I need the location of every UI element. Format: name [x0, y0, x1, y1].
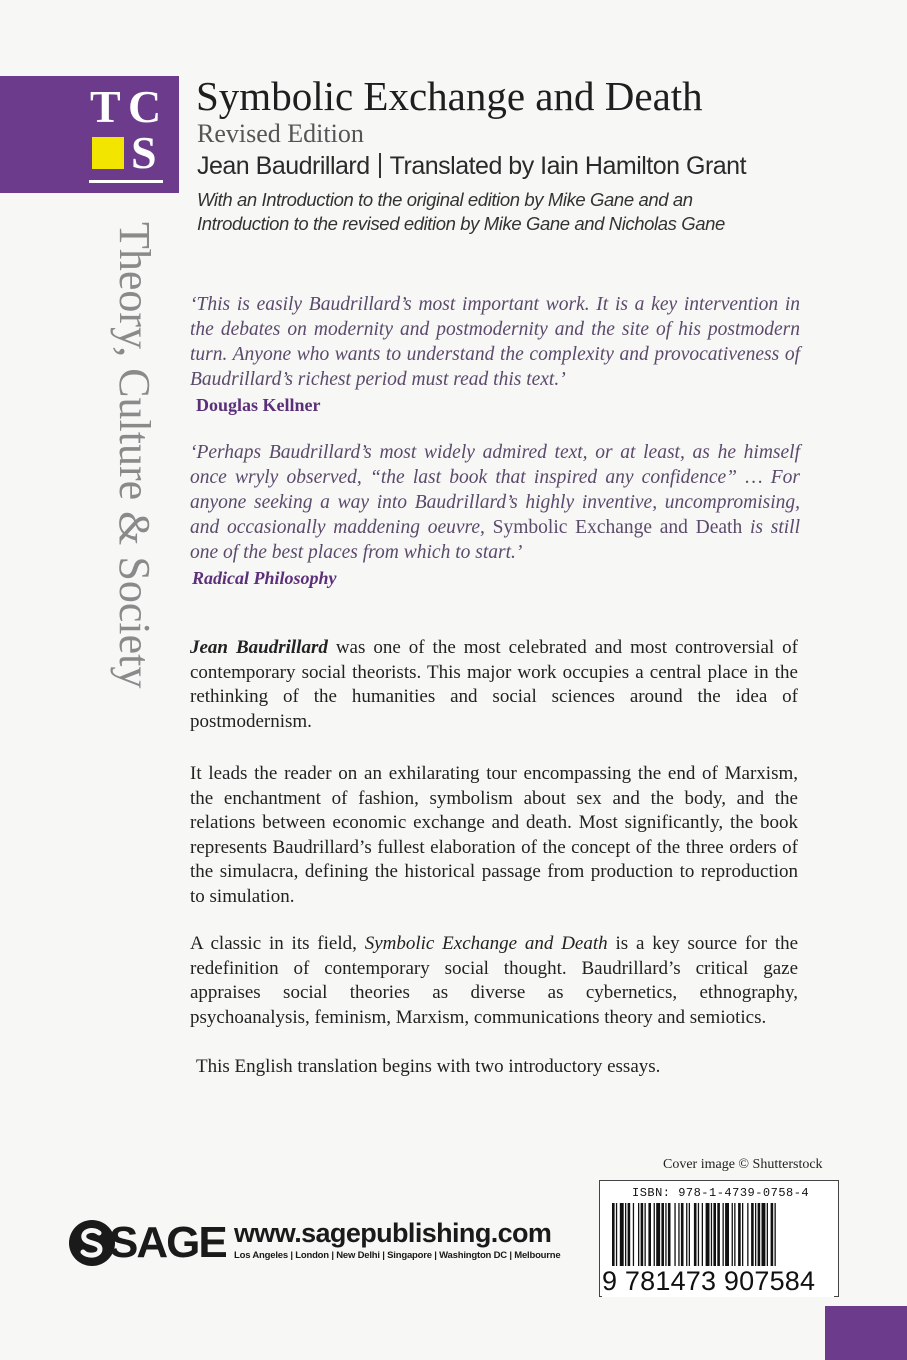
- description-paragraph-1: [190, 636, 798, 734]
- barcode-bar: [762, 1203, 766, 1275]
- quote-source-kellner: Douglas Kellner: [196, 395, 321, 415]
- quote-source-radical-philosophy: Radical Philosophy: [192, 568, 337, 588]
- barcode-bar: [674, 1203, 675, 1275]
- barcode-bar: [661, 1203, 664, 1275]
- author-name: Jean Baudrillard: [197, 152, 370, 180]
- description-paragraph-4: This English translation begins with two introductory essays.: [196, 1056, 661, 1077]
- barcode-bar: [689, 1203, 690, 1275]
- quote2-text-after: is still one of the best places from which to start.’: [190, 517, 800, 563]
- description-paragraph-2: It leads the reader on an exhilarating tour encompassing the end of Marxism, the enchantment of fashion, symbolism about sex and the body, and the relations between economic exchange and death. Most significantly, the book represents Baudrillard’s fullest elaboration of the concept of the three orders of the simulacra, defining the historical passage from production to reproduction to simulation.: [190, 763, 798, 907]
- barcode-bar: [767, 1203, 768, 1275]
- barcode-bar: [654, 1203, 655, 1275]
- barcode-bar: [620, 1203, 624, 1275]
- barcode-bar: [678, 1203, 679, 1275]
- paragraph-3-before: A classic in its field,: [190, 933, 357, 954]
- barcode-bar: [711, 1203, 712, 1275]
- barcode-bar: [751, 1203, 754, 1275]
- series-name-vertical: [112, 222, 160, 767]
- publisher-url[interactable]: www.sagepublishing.com: [234, 1218, 552, 1248]
- logo-rule: [89, 180, 163, 183]
- edition-label: Revised Edition: [197, 119, 364, 148]
- barcode-bar: [698, 1203, 699, 1275]
- barcode-bar: [612, 1203, 615, 1275]
- barcode-bar: [686, 1203, 687, 1275]
- ean-digits: 9 781473 907584: [602, 1266, 834, 1297]
- barcode-bar: [758, 1203, 761, 1275]
- review-quote-radical-philosophy: [190, 440, 800, 565]
- author-name-bold: Jean Baudrillard: [190, 637, 328, 658]
- barcode-bar: [648, 1203, 651, 1275]
- barcode-bar: [723, 1203, 724, 1275]
- barcode-bar: [732, 1203, 733, 1275]
- logo-yellow-square: [92, 137, 124, 169]
- barcode-bar: [616, 1203, 617, 1275]
- author-separator: [379, 153, 381, 178]
- barcode-bar: [747, 1203, 748, 1275]
- barcode-bar: [628, 1203, 631, 1275]
- introduction-credits: [197, 188, 807, 236]
- intro-line: Introduction to the revised edition by Mike Gane and Nicholas Gane: [197, 213, 725, 234]
- publisher-name: SAGE: [109, 1218, 226, 1267]
- barcode-bar: [633, 1203, 634, 1275]
- barcode-bar: [725, 1203, 729, 1275]
- intro-line: With an Introduction to the original edition by Mike Gane and an: [197, 189, 693, 210]
- barcode-bar: [625, 1203, 626, 1275]
- barcode-bar: [713, 1203, 716, 1275]
- barcode-bar: [645, 1203, 646, 1275]
- tcs-logo: [0, 76, 179, 193]
- quote2-text-before: ‘Perhaps Baudrillard’s most widely admired text, or at least, as he himself once wryly observed, “the last book that inspired any confidence” … For anyone seeking a way into Baudrillard’s highly inventive, uncompromising, and occasionally maddening oeuvre,: [190, 442, 800, 538]
- paragraph-3-after: is a key source for the redefinition of contemporary social thought. Baudrillard’s critical gaze appraises social theories as diverse as cybernetics, ethnography, psychoanalysis, feminism, Marxism, communications theory and semiotics.: [190, 933, 799, 1028]
- barcode-bar: [668, 1203, 671, 1275]
- isbn-number: ISBN: 978-1-4739-0758-4: [632, 1186, 810, 1200]
- barcode-bar: [771, 1203, 774, 1275]
- description-paragraph-3: [190, 932, 798, 1030]
- book-title: Symbolic Exchange and Death: [196, 73, 703, 119]
- logo-letter-s: S: [131, 127, 157, 178]
- barcode-bar: [706, 1203, 710, 1275]
- barcode-bar: [694, 1203, 697, 1275]
- barcode-bars: [612, 1203, 827, 1275]
- barcode-bar: [738, 1203, 741, 1275]
- barcode-bar: [717, 1203, 720, 1275]
- review-quote-kellner: ‘This is easily Baudrillard’s most important work. It is a key intervention in the debates on modernity and postmodernity and the site of his postmodern turn. Anyone who wants to understand the complexity and provocativeness of Baudrillard’s richest period must read this text.’: [190, 294, 800, 390]
- barcode-bar: [656, 1203, 660, 1275]
- barcode-bar: [665, 1203, 666, 1275]
- barcode-bar: [681, 1203, 684, 1275]
- barcode-bar: [702, 1203, 703, 1275]
- barcode-bar: [755, 1203, 756, 1275]
- publisher-cities: Los Angeles | London | New Delhi | Singapore | Washington DC | Melbourne: [234, 1250, 561, 1261]
- translator-credit: Translated by Iain Hamilton Grant: [389, 152, 747, 180]
- corner-accent-block: [825, 1306, 907, 1360]
- cover-image-credit: Cover image © Shutterstock: [663, 1157, 823, 1172]
- sage-logo: [69, 1218, 229, 1268]
- paragraph-1-text: was one of the most celebrated and most controversial of contemporary social theorists. This major work occupies a central place in the rethinking of the humanities and social sciences around the idea of postmodernism.: [190, 637, 799, 732]
- quote2-book-title: Symbolic Exchange and Death: [492, 517, 743, 538]
- barcode-bar: [734, 1203, 735, 1275]
- barcode-bar: [638, 1203, 639, 1275]
- barcode-bar: [742, 1203, 743, 1275]
- barcode-bar: [775, 1203, 776, 1275]
- series-name: Theory, Culture & Society: [110, 222, 159, 689]
- barcode-bar: [641, 1203, 644, 1275]
- logo-letter-c: C: [128, 81, 162, 132]
- paragraph-3-title: Symbolic Exchange and Death: [364, 933, 608, 954]
- author-line: [197, 152, 746, 181]
- logo-letter-t: T: [90, 81, 121, 132]
